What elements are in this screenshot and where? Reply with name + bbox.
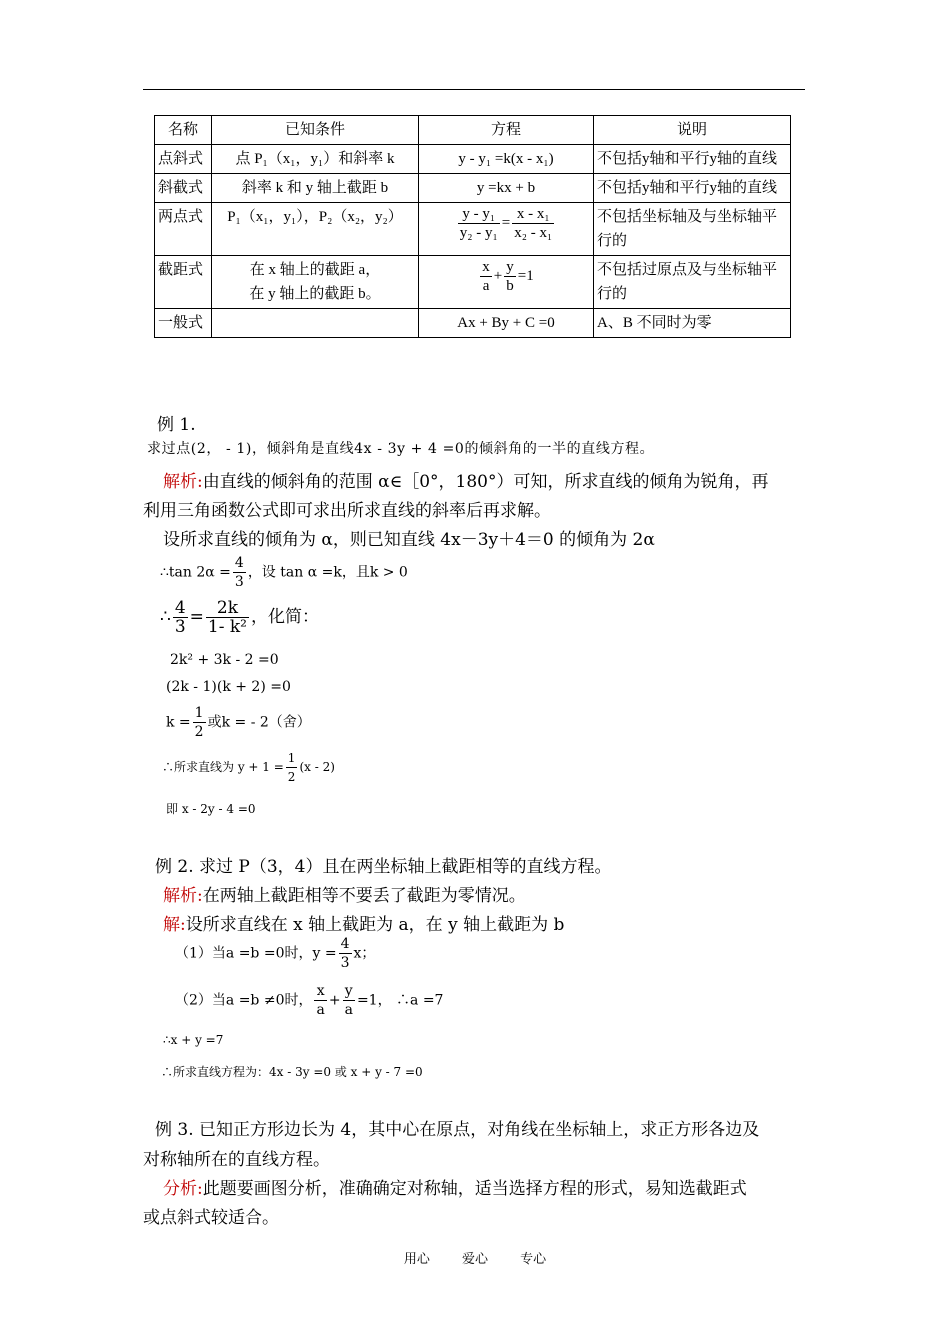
footer-item: 爱心	[461, 1252, 488, 1267]
table-row	[155, 256, 791, 309]
footer-item: 用心	[403, 1252, 430, 1267]
ex2-title: 例 2. 求过 P（3，4）且在两坐标轴上截距相等的直线方程。	[155, 857, 612, 877]
ex2-case2: （2）当a =b ≠0时， $\frac{x}{a}$ + $\frac{y}{a}$ =1， ∴a =7	[175, 983, 444, 1018]
ex3-analysis: 分析:此题要画图分析，准确确定对称轴，适当选择方程的形式，易知选截距式	[163, 1179, 747, 1199]
ex2-analysis: 解析:在两轴上截距相等不要丢了截距为零情况。	[163, 886, 526, 906]
fraction: $\frac{x}{a}$	[482, 259, 490, 294]
header-cell: 已知条件	[212, 116, 419, 145]
footer-item: 专心	[520, 1252, 547, 1267]
row-note: 不包括y轴和平行y轴的直线	[594, 174, 791, 203]
row-cond	[212, 309, 419, 338]
row-note: 不包括坐标轴及与坐标轴平行的	[594, 203, 791, 256]
row-eq: y - y₁ =k(x - x₁)	[419, 145, 594, 174]
row-eq: Ax + By + C =0	[419, 309, 594, 338]
row-note: 不包括y轴和平行y轴的直线	[594, 145, 791, 174]
row-name: 点斜式	[155, 145, 212, 174]
table-row	[155, 145, 791, 174]
ex3-analysis-cont: 或点斜式较适合。	[143, 1208, 279, 1228]
ex2-step2: ∴所求直线方程为：4x - 3y =0 或 x + y - 7 =0	[161, 1065, 423, 1079]
ex1-title: 例 1.	[157, 415, 196, 435]
ex2-step1: ∴x + y =7	[163, 1033, 224, 1047]
ex1-step1: ∴tan 2α = $\frac{4}{3}$ ，设 tan α =k，且k > 0	[160, 555, 408, 590]
page-footer	[0, 1248, 950, 1267]
line-equation-table	[154, 115, 791, 338]
ex1-step5: k = $\frac{1}{2}$ 或k = - 2（舍）	[166, 705, 311, 740]
row-cond: 斜率 k 和 y 轴上截距 b	[212, 174, 419, 203]
row-eq: $\frac{x}{a}$ + $\frac{y}{b}$ =1	[419, 256, 594, 309]
header-cell: 方程	[419, 116, 594, 145]
row-cond: P₁（x₁，y₁），P₂（x₂，y₂）	[212, 203, 419, 256]
header-cell: 说明	[594, 116, 791, 145]
ex1-line1: 设所求直线的倾角为 α，则已知直线 4x－3y＋4＝0 的倾角为 2α	[163, 530, 655, 550]
table-row	[155, 309, 791, 338]
ex1-step4: (2k - 1)(k + 2) =0	[166, 679, 291, 695]
header-rule	[143, 89, 805, 90]
row-note: 不包括过原点及与坐标轴平行的	[594, 256, 791, 309]
analysis-label: 解析:	[163, 472, 203, 492]
ex2-case1: （1）当a =b =0时，y = $\frac{4}{3}$ x；	[175, 936, 376, 971]
row-name: 两点式	[155, 203, 212, 256]
header-cell: 名称	[155, 116, 212, 145]
row-cond: 在 x 轴上的截距 a， 在 y 轴上的截距 b。	[212, 256, 419, 309]
ex1-step2: ∴ $\frac{4}{3}$ = $\frac{2k}{\text{1- k²}}$ ，化简：	[160, 598, 319, 637]
table-row	[155, 174, 791, 203]
table-row	[155, 203, 791, 256]
ex2-solution: 解:设所求直线在 x 轴上截距为 a，在 y 轴上截距为 b	[163, 915, 565, 935]
row-eq: y =kx + b	[419, 174, 594, 203]
ex1-analysis-cont: 利用三角函数公式即可求出所求直线的斜率后再求解。	[143, 501, 551, 521]
row-note: A、B 不同时为零	[594, 309, 791, 338]
row-name: 一般式	[155, 309, 212, 338]
ex1-step6: ∴所求直线为 y + 1 = $\frac{1}{2}$ (x - 2)	[162, 751, 335, 784]
ex3-line2: 对称轴所在的直线方程。	[143, 1150, 330, 1170]
ex1-question: 求过点(2， - 1)，倾斜角是直线4x - 3y + 4 =0的倾斜角的一半的直线方程。	[147, 441, 655, 457]
ex1-step7: 即 x - 2y - 4 =0	[166, 802, 256, 816]
fraction: $\frac{y}{b}$	[506, 259, 514, 294]
ex1-step3: 2k² + 3k - 2 =0	[170, 652, 279, 668]
row-cond: 点 P₁（x₁，y₁）和斜率 k	[212, 145, 419, 174]
ex1-analysis: 解析:由直线的倾斜角的范围 α∈［0°，180°）可知，所求直线的倾角为锐角，再	[163, 472, 769, 492]
table-header-row	[155, 116, 791, 145]
fraction: $\frac{\text{y - y₁}}{\text{y₂ - y₁}}$	[459, 206, 498, 241]
row-name: 斜截式	[155, 174, 212, 203]
ex3-line1: 例 3. 已知正方形边长为 4，其中心在原点，对角线在坐标轴上，求正方形各边及	[155, 1120, 760, 1140]
fraction: $\frac{\text{x - x₁}}{\text{x₂ - x₁}}$	[514, 206, 553, 241]
row-name: 截距式	[155, 256, 212, 309]
row-eq: $\frac{\text{y - y₁}}{\text{y₂ - y₁}}$ = $\frac{\text{x - x₁}}{\text{x₂ - x₁}}$	[419, 203, 594, 256]
